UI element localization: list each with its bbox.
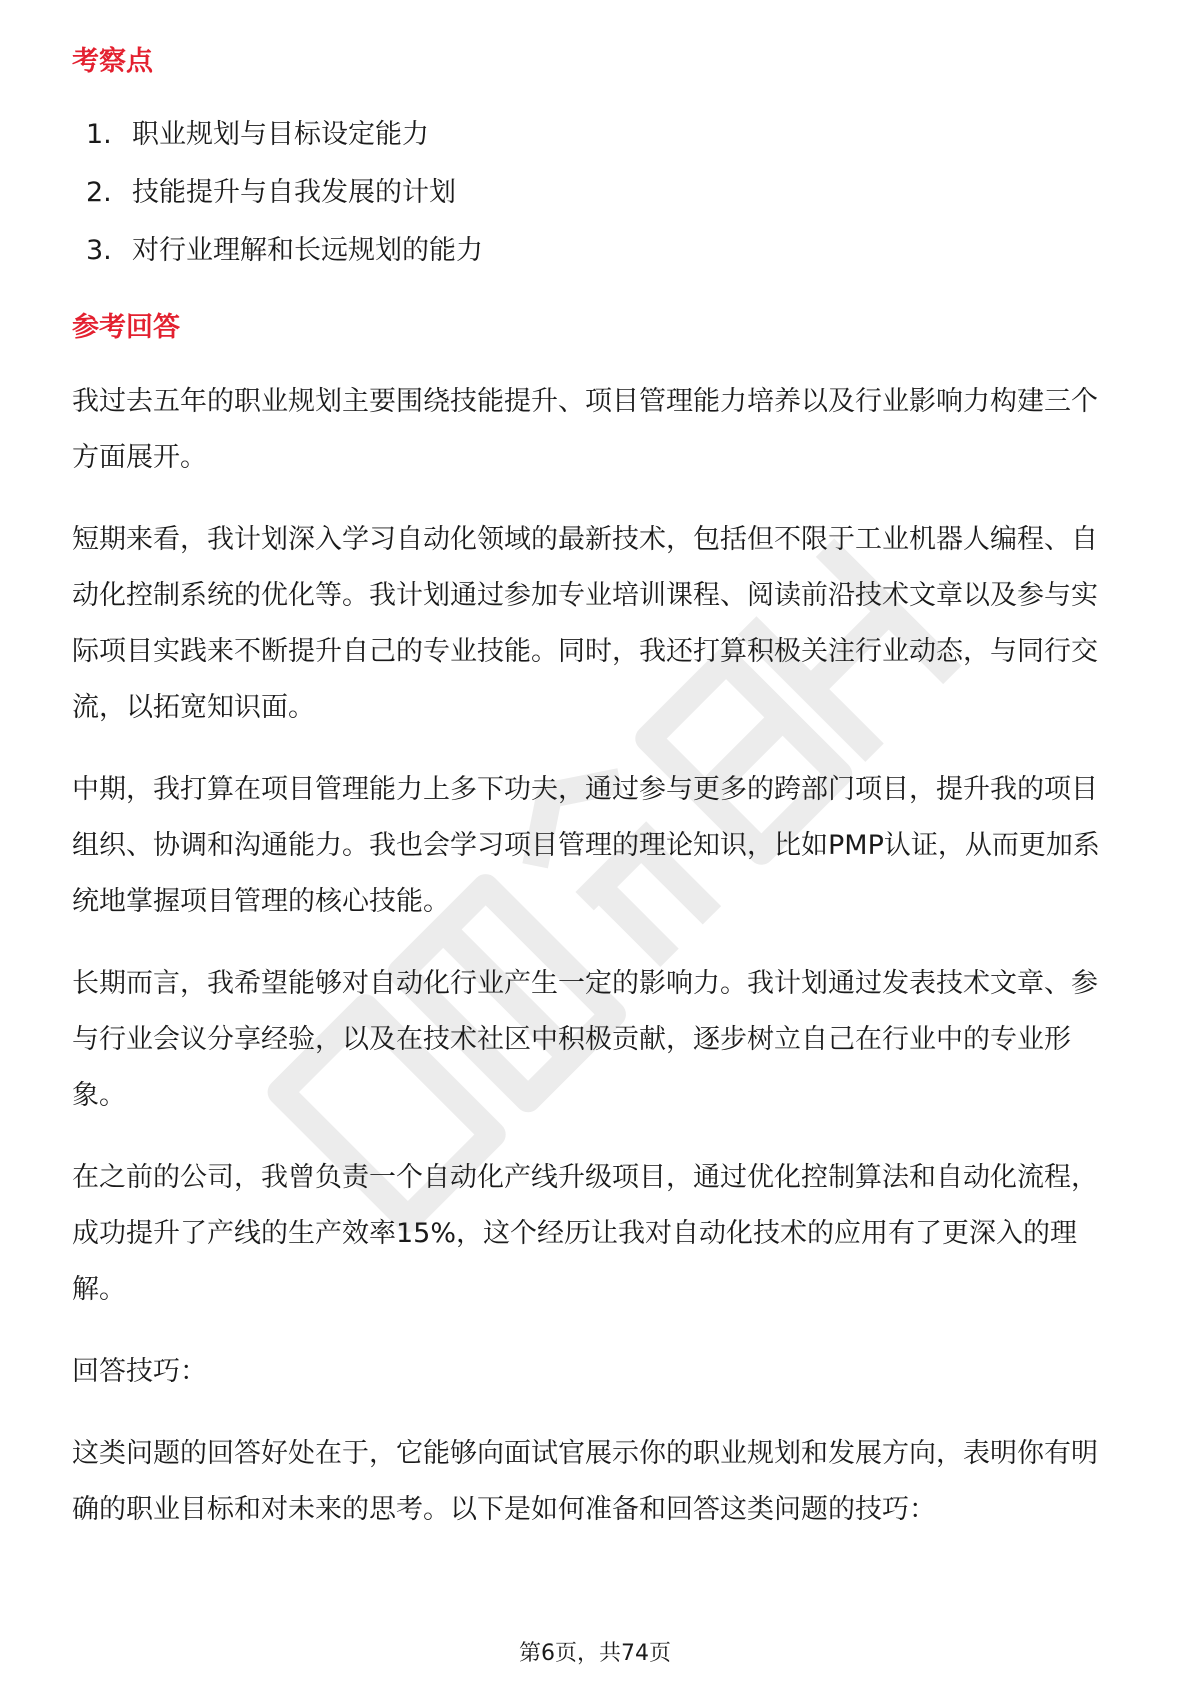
paragraph: 中期，我打算在项目管理能力上多下功夫，通过参与更多的跨部门项目，提升我的项目组织、协调和沟通能力。我也会学习项目管理的理论知识，比如PMP认证，从而更加系统地掌握项目管理的核心技能。 [72, 774, 1100, 917]
answer-heading: 参考回答 [72, 312, 180, 343]
tips-label: 回答技巧： [72, 1356, 207, 1387]
list-item-text: 对行业理解和长远规划的能力 [132, 235, 483, 266]
points-heading: 考察点 [72, 46, 153, 77]
paragraph: 在之前的公司，我曾负责一个自动化产线升级项目，通过优化控制算法和自动化流程，成功提升了产线的生产效率15%，这个经历让我对自动化技术的应用有了更深入的理解。 [72, 1162, 1098, 1305]
list-item-text: 技能提升与自我发展的计划 [132, 177, 456, 208]
points-list [72, 106, 1122, 280]
list-item [72, 164, 1122, 222]
paragraph: 我过去五年的职业规划主要围绕技能提升、项目管理能力培养以及行业影响力构建三个方面展开。 [72, 386, 1098, 473]
list-item [72, 106, 1122, 164]
paragraph: 长期而言，我希望能够对自动化行业产生一定的影响力。我计划通过发表技术文章、参与行业会议分享经验，以及在技术社区中积极贡献，逐步树立自己在行业中的专业形象。 [72, 968, 1098, 1111]
list-item-number: 3. [86, 235, 112, 266]
list-item [72, 222, 1122, 280]
list-item-number: 1. [86, 119, 112, 150]
list-item-text: 职业规划与目标设定能力 [132, 119, 429, 150]
paragraph: 短期来看，我计划深入学习自动化领域的最新技术，包括但不限于工业机器人编程、自动化控制系统的优化等。我计划通过参加专业培训课程、阅读前沿技术文章以及参与实际项目实践来不断提升自己的专业技能。同时，我还打算积极关注行业动态，与同行交流，以拓宽知识面。 [72, 524, 1098, 723]
page-number: 第6页，共74页 [519, 1641, 671, 1666]
list-item-number: 2. [86, 177, 112, 208]
paragraph: 这类问题的回答好处在于，它能够向面试官展示你的职业规划和发展方向，表明你有明确的职业目标和对未来的思考。以下是如何准备和回答这类问题的技巧： [72, 1438, 1098, 1525]
main-content [72, 40, 1122, 1538]
